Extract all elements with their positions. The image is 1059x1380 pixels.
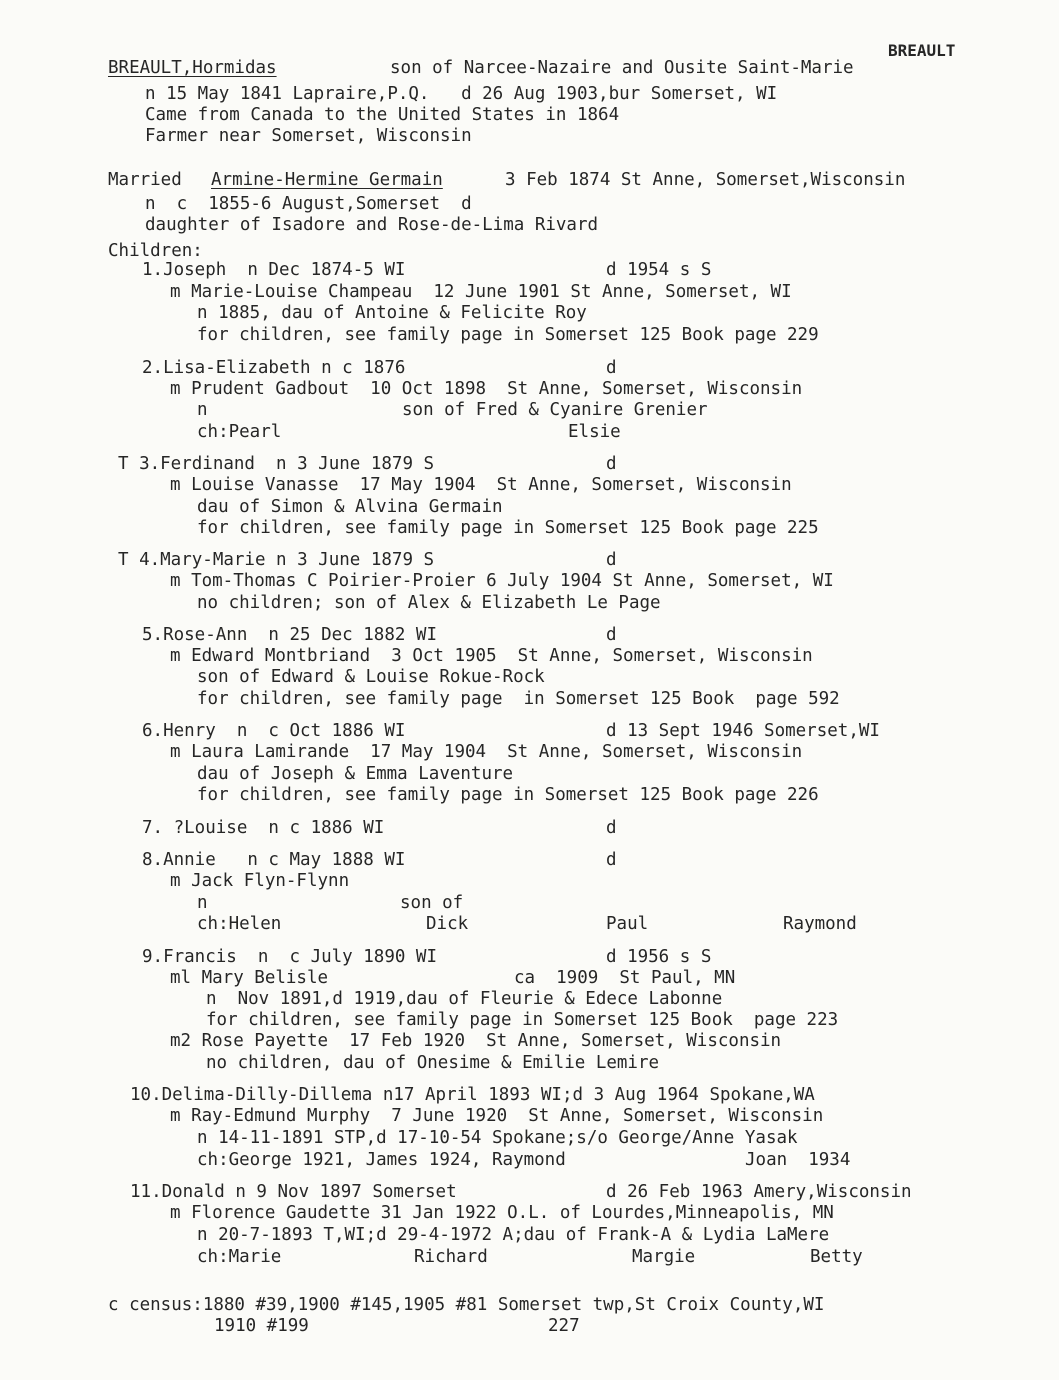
- subject-vitals: n 15 May 1841 Lapraire,P.Q. d 26 Aug 1903,bur Somerset, WI: [145, 84, 778, 104]
- census-line-2: 1910 #199: [214, 1316, 309, 1336]
- child-entry-line: son of: [400, 893, 464, 913]
- child-entry-line: ca 1909 St Paul, MN: [514, 968, 736, 988]
- child-entry-line: d 1956 s S: [606, 947, 712, 967]
- subject-parents: son of Narcee-Nazaire and Ousite Saint-Marie: [390, 58, 854, 78]
- child-entry-line: m2 Rose Payette 17 Feb 1920 St Anne, Somerset, Wisconsin: [170, 1031, 782, 1051]
- child-entry-line: son of Edward & Louise Rokue-Rock: [197, 667, 545, 687]
- child-entry-line: m Edward Montbriand 3 Oct 1905 St Anne, Somerset, Wisconsin: [170, 646, 813, 666]
- child-entry-line: n: [197, 400, 208, 420]
- census-line: c census:1880 #39,1900 #145,1905 #81 Somerset twp,St Croix County,WI: [108, 1295, 825, 1315]
- child-entry-line: Dick: [426, 914, 469, 934]
- child-entry-line: d: [606, 818, 617, 838]
- child-entry-line: m Jack Flyn-Flynn: [170, 871, 350, 891]
- child-entry-line: n Nov 1891,d 1919,dau of Fleurie & Edece Labonne: [206, 989, 723, 1009]
- child-entry-line: m Laura Lamirande 17 May 1904 St Anne, Somerset, Wisconsin: [170, 742, 803, 762]
- child-entry-line: no children; son of Alex & Elizabeth Le Page: [197, 593, 661, 613]
- child-entry-line: T 4.Mary-Marie n 3 June 1879 S: [118, 550, 435, 570]
- child-entry-line: n 14-11-1891 STP,d 17-10-54 Spokane;s/o George/Anne Yasak: [197, 1128, 798, 1148]
- spouse-name: Armine-Hermine Germain: [211, 170, 443, 190]
- child-entry-line: 9.Francis n c July 1890 WI: [142, 947, 438, 967]
- marriage-prefix: Married: [108, 170, 182, 190]
- child-entry-line: d: [606, 850, 617, 870]
- child-entry-line: Margie: [632, 1247, 696, 1267]
- child-entry-line: m Florence Gaudette 31 Jan 1922 O.L. of Lourdes,Minneapolis, MN: [170, 1203, 834, 1223]
- child-entry-line: 5.Rose-Ann n 25 Dec 1882 WI: [142, 625, 438, 645]
- child-entry-line: Paul: [606, 914, 649, 934]
- child-entry-line: ch:Helen: [197, 914, 282, 934]
- child-entry-line: m Prudent Gadbout 10 Oct 1898 St Anne, Somerset, Wisconsin: [170, 379, 803, 399]
- child-entry-line: 7. ?Louise n c 1886 WI: [142, 818, 385, 838]
- spouse-parents: daughter of Isadore and Rose-de-Lima Rivard: [145, 215, 599, 235]
- child-entry-line: dau of Simon & Alvina Germain: [197, 497, 503, 517]
- child-entry-line: ch:George 1921, James 1924, Raymond: [197, 1150, 566, 1170]
- child-entry-line: n 1885, dau of Antoine & Felicite Roy: [197, 303, 587, 323]
- subject-note: Came from Canada to the United States in 1864: [145, 105, 620, 125]
- child-entry-line: 11.Donald n 9 Nov 1897 Somerset: [130, 1182, 457, 1202]
- child-entry-line: m Ray-Edmund Murphy 7 June 1920 St Anne, Somerset, Wisconsin: [170, 1106, 824, 1126]
- child-entry-line: d 1954 s S: [606, 260, 712, 280]
- child-entry-line: Raymond: [783, 914, 857, 934]
- child-entry-line: 10.Delima-Dilly-Dillema n17 April 1893 WI;d 3 Aug 1964 Spokane,WA: [130, 1085, 815, 1105]
- child-entry-line: for children, see family page in Somerset 125 Book page 223: [206, 1010, 839, 1030]
- surname-tag: BREAULT: [888, 41, 956, 60]
- children-label: Children:: [108, 241, 203, 261]
- child-entry-line: d: [606, 454, 617, 474]
- child-entry-line: ch:Pearl: [197, 422, 282, 442]
- child-entry-line: Elsie: [568, 422, 621, 442]
- child-entry-line: n 20-7-1893 T,WI;d 29-4-1972 A;dau of Frank-A & Lydia LaMere: [197, 1225, 830, 1245]
- child-entry-line: ml Mary Belisle: [170, 968, 329, 988]
- child-entry-line: for children, see family page in Somerset 125 Book page 592: [197, 689, 840, 709]
- subject-name: BREAULT,Hormidas: [108, 58, 277, 78]
- child-entry-line: ch:Marie: [197, 1247, 282, 1267]
- child-entry-line: T 3.Ferdinand n 3 June 1879 S: [118, 454, 435, 474]
- child-entry-line: m Louise Vanasse 17 May 1904 St Anne, Somerset, Wisconsin: [170, 475, 792, 495]
- child-entry-line: 6.Henry n c Oct 1886 WI: [142, 721, 406, 741]
- child-entry-line: d: [606, 358, 617, 378]
- child-entry-line: d 26 Feb 1963 Amery,Wisconsin: [606, 1182, 912, 1202]
- child-entry-line: for children, see family page in Somerset 125 Book page 226: [197, 785, 819, 805]
- child-entry-line: Joan 1934: [745, 1150, 851, 1170]
- child-entry-line: m Marie-Louise Champeau 12 June 1901 St Anne, Somerset, WI: [170, 282, 792, 302]
- subject-occupation: Farmer near Somerset, Wisconsin: [145, 126, 472, 146]
- child-entry-line: for children, see family page in Somerset 125 Book page 225: [197, 518, 819, 538]
- child-entry-line: 2.Lisa-Elizabeth n c 1876: [142, 358, 406, 378]
- child-entry-line: dau of Joseph & Emma Laventure: [197, 764, 514, 784]
- child-entry-line: Betty: [810, 1247, 863, 1267]
- page-number: 227: [548, 1316, 580, 1336]
- child-entry-line: d 13 Sept 1946 Somerset,WI: [606, 721, 880, 741]
- child-entry-line: n: [197, 893, 208, 913]
- child-entry-line: d: [606, 625, 617, 645]
- child-entry-line: m Tom-Thomas C Poirier-Proier 6 July 1904 St Anne, Somerset, WI: [170, 571, 834, 591]
- child-entry-line: d: [606, 550, 617, 570]
- child-entry-line: 8.Annie n c May 1888 WI: [142, 850, 406, 870]
- child-entry-line: son of Fred & Cyanire Grenier: [402, 400, 708, 420]
- child-entry-line: for children, see family page in Somerset 125 Book page 229: [197, 325, 819, 345]
- child-entry-line: Richard: [414, 1247, 488, 1267]
- child-entry-line: 1.Joseph n Dec 1874-5 WI: [142, 260, 406, 280]
- child-entry-line: no children, dau of Onesime & Emilie Lemire: [206, 1053, 660, 1073]
- spouse-vitals: n c 1855-6 August,Somerset d: [145, 194, 472, 214]
- marriage-details: 3 Feb 1874 St Anne, Somerset,Wisconsin: [505, 170, 906, 190]
